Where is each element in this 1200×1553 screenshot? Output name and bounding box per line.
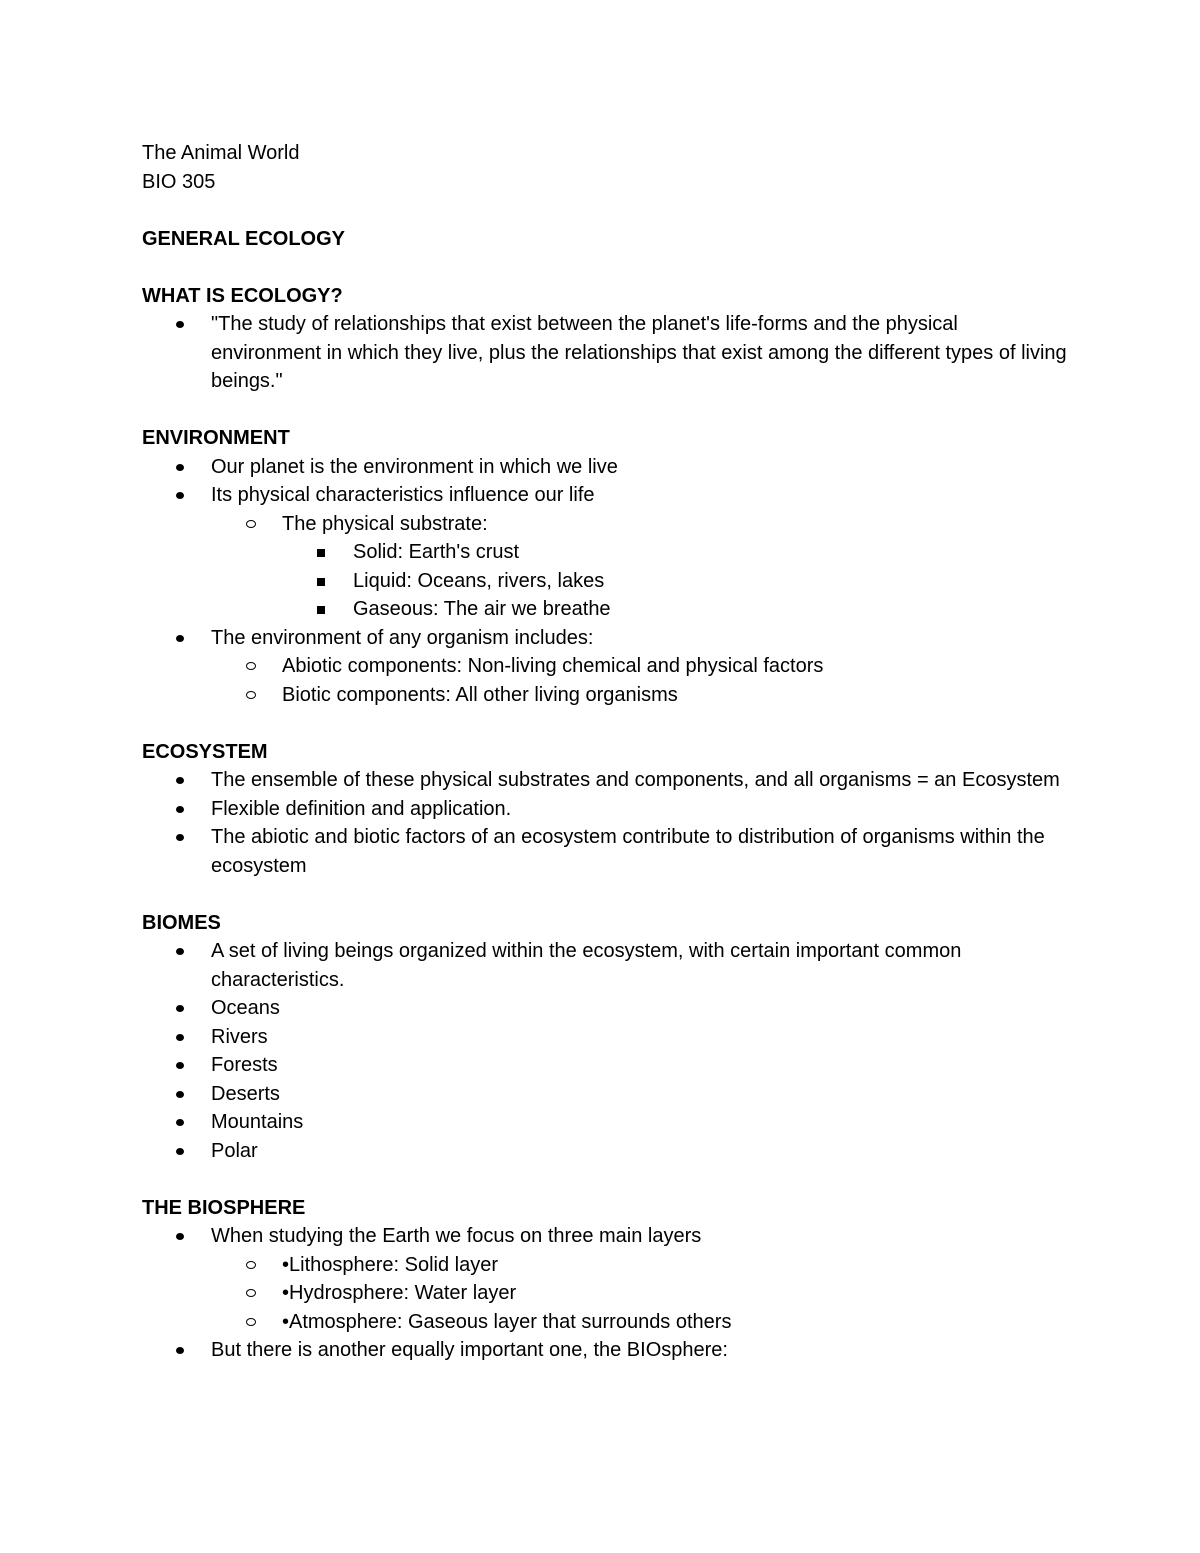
list-item: Oceans [142,994,1072,1023]
bullet-dot-icon [176,1062,184,1069]
biosphere-list [142,1222,1072,1365]
bullet-square-icon [317,549,325,557]
bullet-dot-icon [176,1034,184,1041]
bullet-circle-icon [246,1318,256,1326]
biomes-list [142,937,1072,1165]
section-heading-environment: ENVIRONMENT [142,427,290,449]
list-item: •Lithosphere: Solid layer [142,1251,1072,1280]
bullet-dot-icon [176,1005,184,1012]
bullet-circle-icon [246,691,256,699]
list-item: Biotic components: All other living organisms [142,681,1072,710]
list-item: Mountains [142,1108,1072,1137]
bullet-dot-icon [176,1091,184,1098]
list-item: •Hydrosphere: Water layer [142,1279,1072,1308]
bullet-circle-icon [246,662,256,670]
list-item: Abiotic components: Non-living chemical and physical factors [142,652,1072,681]
bullet-circle-icon [246,520,256,528]
list-item: Polar [142,1137,1072,1166]
list-item: •Atmosphere: Gaseous layer that surrounds others [142,1308,1072,1337]
list-item: The abiotic and biotic factors of an ecosystem contribute to distribution of organisms within the ecosystem [142,823,1072,880]
bullet-dot-icon [176,1119,184,1126]
bullet-dot-icon [176,806,184,813]
section-heading-biosphere: THE BIOSPHERE [142,1196,306,1219]
list-item: Deserts [142,1080,1072,1109]
section-heading-biomes: BIOMES [142,911,221,934]
main-heading: GENERAL ECOLOGY [142,227,345,250]
list-item: Flexible definition and application. [142,795,1072,824]
bullet-dot-icon [176,464,184,471]
list-item: A set of living beings organized within the ecosystem, with certain important common characteristics. [142,937,1072,994]
list-item: The environment of any organism includes: [142,624,1072,653]
bullet-circle-icon [246,1289,256,1297]
list-item: Our planet is the environment in which we live [142,453,1072,482]
list-item: Liquid: Oceans, rivers, lakes [142,567,1072,596]
bullet-square-icon [317,578,325,586]
list-item: When studying the Earth we focus on three main layers [142,1222,1072,1251]
bullet-dot-icon [176,1347,184,1354]
bullet-dot-icon [176,1148,184,1155]
bullet-dot-icon [176,492,184,499]
list-item: Its physical characteristics influence our life [142,481,1072,510]
list-item: Gaseous: The air we breathe [142,595,1072,624]
bullet-square-icon [317,606,325,614]
list-item: The ensemble of these physical substrates and components, and all organisms = an Ecosystem [142,766,1072,795]
course-code: BIO 305 [142,170,216,193]
bullet-dot-icon [176,777,184,784]
ecosystem-list [142,766,1072,880]
list-item: Forests [142,1051,1072,1080]
bullet-circle-icon [246,1261,256,1269]
list-item: Solid: Earth's crust [142,538,1072,567]
ecology-list [142,310,1072,396]
list-item: Rivers [142,1023,1072,1052]
list-item: But there is another equally important one, the BIOsphere: [142,1336,1072,1365]
list-item: The physical substrate: [142,510,1072,539]
document-title: The Animal World [142,142,300,164]
bullet-dot-icon [176,321,184,328]
list-item: "The study of relationships that exist between the planet's life-forms and the physical environment in which they live, plus the relationships that exist among the different types of living beings." [142,310,1072,396]
bullet-dot-icon [176,635,184,642]
bullet-dot-icon [176,948,184,955]
section-heading-ecosystem: ECOSYSTEM [142,740,268,763]
environment-list [142,453,1072,710]
document-page [142,139,1072,1365]
bullet-dot-icon [176,1233,184,1240]
bullet-dot-icon [176,834,184,841]
section-heading-ecology: WHAT IS ECOLOGY? [142,284,343,307]
